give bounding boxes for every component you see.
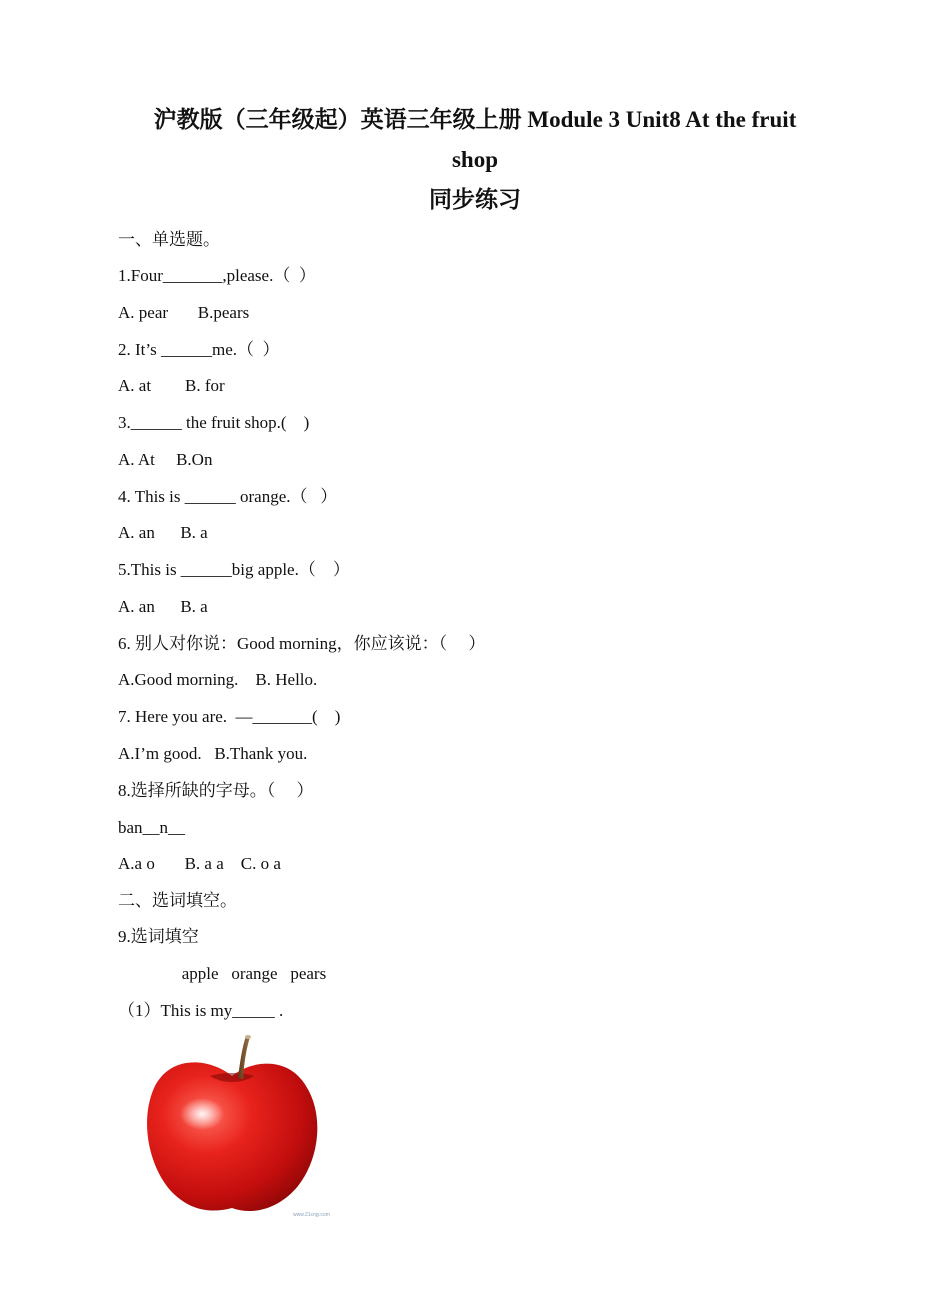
apple-body [147,1062,317,1211]
question-9-item-1: （1）This is my_____ . [118,1001,284,1020]
question-2: 2. It’s ______me.（ ） [118,340,280,359]
question-6: 6. 别人对你说：Good morning，你应该说：（ ） [118,634,486,653]
question-7-options: A.I’m good. B.Thank you. [118,744,308,763]
question-4: 4. This is ______ orange.（ ） [118,487,338,506]
question-5-options: A. an B. a [118,597,208,616]
document-title-line-2: shop [451,147,499,172]
word-bank: apple orange pears [118,964,327,983]
question-2-options: A. at B. for [118,376,225,395]
apple-stem-tip [245,1035,251,1039]
section-heading-fill-in: 二、选词填空。 [118,891,237,910]
question-6-options: A.Good morning. B. Hello. [118,670,318,689]
apple-picture [140,1032,325,1222]
question-7: 7. Here you are. —_______( ) [118,707,341,726]
question-8: 8.选择所缺的字母。（ ） [118,781,314,800]
section-heading-single-choice: 一、单选题。 [118,230,220,249]
question-1: 1.Four_______,please.（ ） [118,266,316,285]
apple-highlight [180,1098,224,1130]
document-title-line-1: 沪教版（三年级起）英语三年级上册 Module 3 Unit8 At the fruit [153,107,797,132]
question-4-options: A. an B. a [118,523,208,542]
question-3-options: A. At B.On [118,450,213,469]
document-subtitle: 同步练习 [429,187,521,212]
question-8-word: ban__n__ [118,818,186,837]
apple-illustration [140,1032,325,1222]
image-watermark: www.21cnjy.com [293,1212,330,1218]
question-5: 5.This is ______big apple.（ ） [118,560,350,579]
question-1-options: A. pear B.pears [118,303,250,322]
question-9: 9.选词填空 [118,927,199,946]
question-3: 3.______ the fruit shop.( ) [118,413,310,432]
question-8-options: A.a o B. a a C. o a [118,854,281,873]
